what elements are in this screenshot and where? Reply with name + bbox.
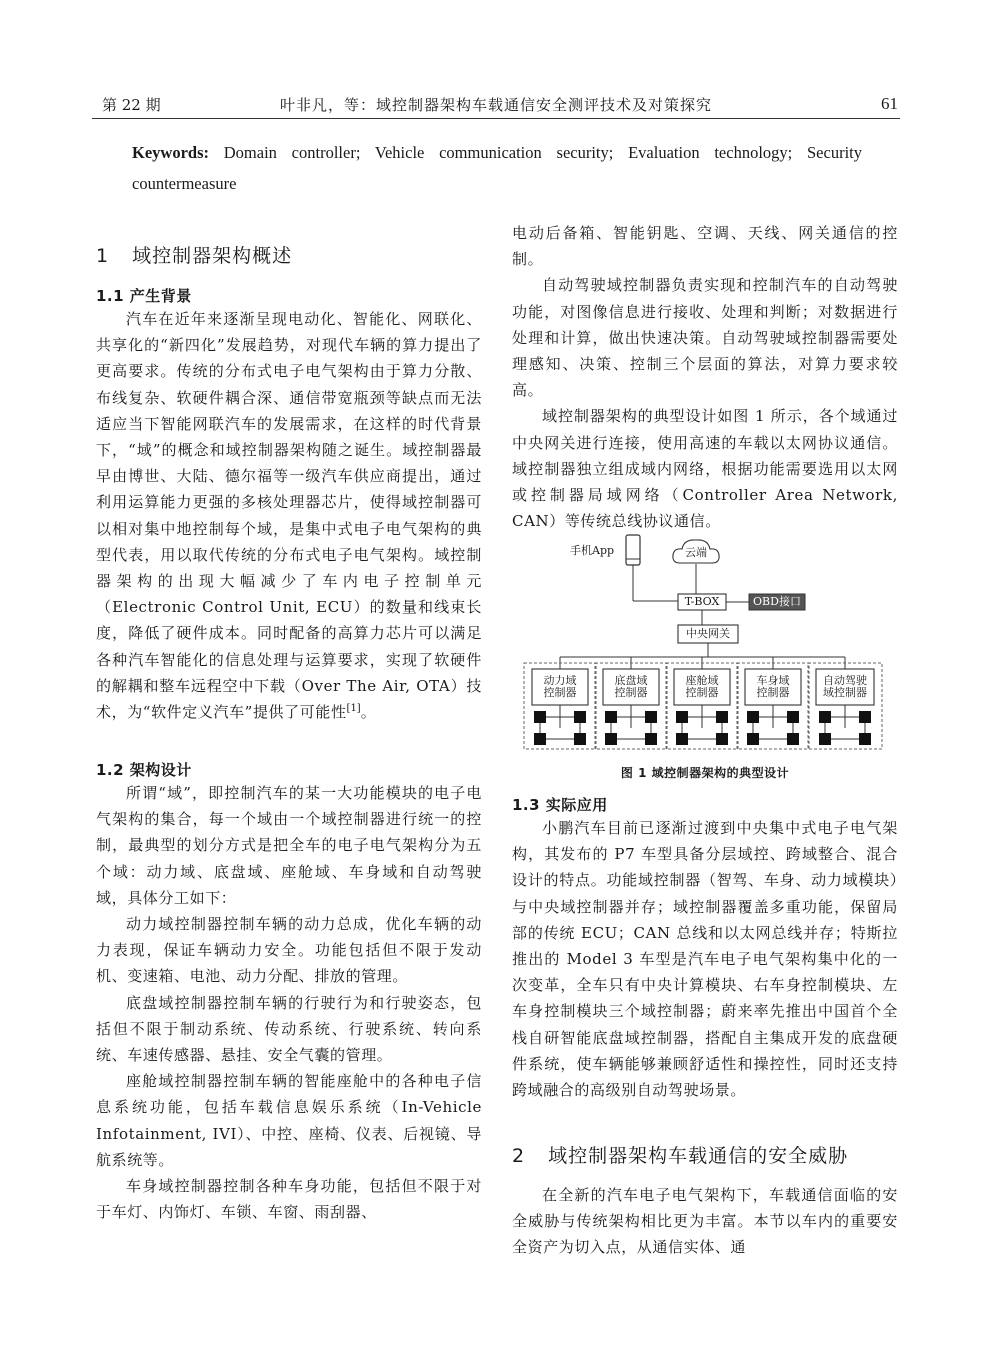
citation: [1] [346,703,361,715]
running-title: 叶非凡，等：域控制器架构车载通信安全测评技术及对策探究 [279,96,712,114]
keywords-label: Keywords: [132,143,209,162]
keywords [132,137,862,199]
paragraph: 在全新的汽车电子电气架构下，车载通信面临的安全威胁与传统架构相比更为丰富。本节以车内的重要安全资产为切入点，从通信实体、通 [512,1186,898,1257]
paragraph: 车身域控制器控制各种车身功能，包括但不限于对于车灯、内饰灯、车锁、车窗、雨刮器、 [96,1177,482,1222]
domain-label-chassis [603,675,659,699]
domain-label-line: 底盘域 [614,674,648,687]
domain-label-body [745,675,801,699]
tbox-label: T-BOX [684,595,720,608]
section1-number: 1 [96,245,110,267]
phone-icon [626,535,640,565]
domain-label-line: 域控制器 [823,686,867,699]
keywords-text: Domain controller; Vehicle communication security; Evaluation technology; Security countermeasure [132,143,862,193]
domain-label-line: 车身域 [756,674,790,687]
paragraph: 动力域控制器控制车辆的动力总成，优化车辆的动力表现，保证车辆动力安全。功能包括但不限于发动机、变速箱、电池、动力分配、排放的管理。 [96,915,482,986]
subsection-1-1: 1.1 产生背景 [96,287,192,305]
phone-app-label: 手机App [570,544,615,557]
section1-heading [96,241,292,268]
left-column-bottom [96,780,482,1225]
section2-heading [512,1141,848,1168]
domain-label-line: 控制器 [614,686,648,699]
domain-label-autonomous [816,675,874,699]
domain-label-cockpit [674,675,730,699]
paragraph-end: 。 [360,703,377,722]
right-column-bottom [512,1182,898,1261]
running-header [92,94,900,118]
subsection-1-2: 1.2 架构设计 [96,761,192,779]
right-column-middle [512,815,898,1103]
paragraph [96,306,482,725]
domain-label-line: 控制器 [543,686,577,699]
domain-label-line: 动力域 [543,674,577,687]
left-column-top [96,306,482,725]
section1-title: 域控制器架构概述 [132,245,293,267]
paragraph-text: 汽车在近年来逐渐呈现电动化、智能化、网联化、共享化的“新四化”发展趋势，对现代车辆的算力提出了更高要求。传统的分布式电子电气架构由于算力分散、布线复杂、软硬件耦合深、通信带宽瓶颈等缺点而无法适应当下智能网联汽车的发展需求，在这样的时代背景下，“域”的概念和域控制器架构随之诞生。域控制器最早由博世、大陆、德尔福等一级汽车供应商提出，通过利用运算能力更强的多核处理器芯片，使得域控制器可以相对集中地控制每个域，是集中式电子电气架构的典型代表，用以取代传统的分布式电子电气架构。域控制器架构的出现大幅减少了车内电子控制单元（Electronic Control Unit, ECU）的数量和线束长度，降低了硬件成本。同时配备的高算力芯片可以满足各种汽车智能化的信息处理与运算要求，实现了软硬件的解耦和整车远程空中下载（Over The Air, OTA）技术，为“软件定义汽车”提供了可能性 [96,310,482,722]
paragraph: 电动后备箱、智能钥匙、空调、天线、网关通信的控制。 [512,224,898,269]
paragraph: 域控制器架构的典型设计如图 1 所示，各个域通过中央网关进行连接，使用高速的车载以太网协议通信。域控制器独立组成域内网络，根据功能需要选用以太网或控制器局域网络（Controller Area Network, CAN）等传统总线协议通信。 [512,407,898,531]
gateway-label: 中央网关 [686,627,730,640]
figure-caption: 图 1 域控制器架构的典型设计 [620,766,790,780]
obd-label: OBD接口 [753,595,801,608]
paragraph: 自动驾驶域控制器负责实现和控制汽车的自动驾驶功能，对图像信息进行接收、处理和判断；对数据进行处理和计算，做出快速决策。自动驾驶域控制器需要处理感知、决策、控制三个层面的算法，对算力要求较高。 [512,276,898,400]
domain-label-line: 自动驾驶 [823,674,867,687]
section2-number: 2 [512,1145,526,1167]
header-rule [92,118,900,119]
subsection-1-3: 1.3 实际应用 [512,796,608,814]
domain-label-line: 控制器 [685,686,719,699]
domain-label-line: 座舱域 [685,674,719,687]
page-number: 61 [881,94,898,113]
architecture-diagram [520,533,886,753]
section2-title: 域控制器架构车载通信的安全威胁 [548,1145,849,1167]
right-column-top [512,220,898,534]
domain-label-line: 控制器 [756,686,790,699]
paragraph: 所谓“域”，即控制汽车的某一大功能模块的电子电气架构的集合，每一个域由一个域控制器进行统一的控制，最典型的划分方式是把全车的电子电气架构分为五个域：动力域、底盘域、座舱域、车身域和自动驾驶域，具体分工如下： [96,784,482,907]
paragraph: 小鹏汽车目前已逐渐过渡到中央集中式电子电气架构，其发布的 P7 车型具备分层域控、跨域整合、混合设计的特点。功能域控制器（智驾、车身、动力域模块）与中央域控制器并存；域控制器覆盖多重功能，保留局部的传统 ECU；CAN 总线和以太网总线并存；特斯拉推出的 Model 3 车型是汽车电子电气架构集中化的一次变革，全车只有中央计算模块、右车身控制模块、左车身控制模块三个域控制器；蔚来率先推出中国首个全栈自研智能底盘域控制器，搭配自主集成开发的底盘硬件系统，使车辆能够兼顾舒适性和操控性，同时还支持跨域融合的高级别自动驾驶场景。 [512,819,898,1100]
paragraph: 底盘域控制器控制车辆的行驶行为和行驶姿态，包括但不限于制动系统、传动系统、行驶系统、转向系统、车速传感器、悬挂、安全气囊的管理。 [96,993,482,1065]
domain-label-power [532,675,588,699]
figure-1 [520,533,886,753]
paragraph: 座舱域控制器控制车辆的智能座舱中的各种电子信息系统功能，包括车载信息娱乐系统（In-Vehicle Infotainment, IVI）、中控、座椅、仪表、后视镜、导航系统等。 [96,1072,482,1169]
issue-label: 第 22 期 [102,96,161,114]
cloud-label: 云端 [685,546,707,559]
